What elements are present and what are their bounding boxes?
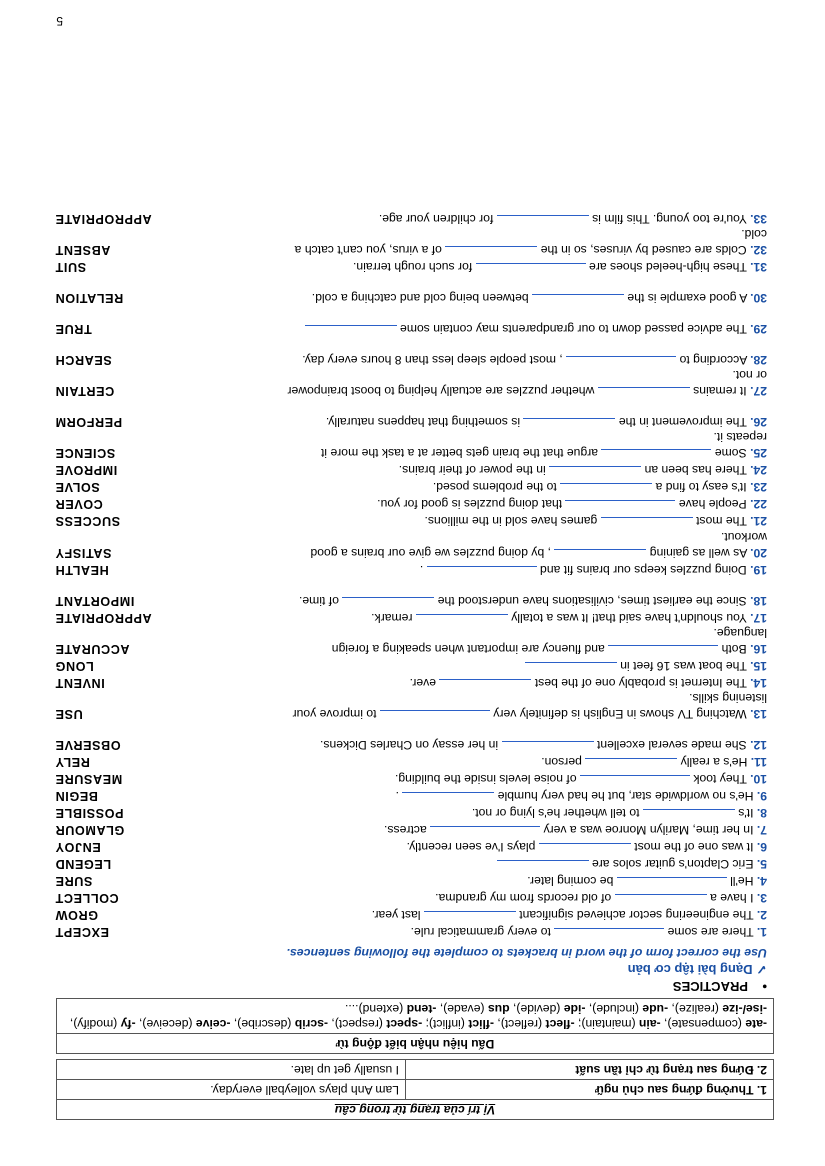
question-number: 29. [750, 322, 767, 336]
practices-heading-text: PRACTICES [672, 979, 748, 994]
word-in-brackets: COLLECT [55, 891, 119, 905]
question-text-after: ever. [409, 676, 437, 690]
question-text-before: They took [693, 772, 747, 786]
word-in-brackets: LEGEND [55, 857, 112, 871]
question-item [282, 352, 767, 368]
verb-suffix: -ain [638, 1017, 661, 1031]
question-number: 33. [750, 212, 767, 226]
question-text-before: There has been an [644, 463, 747, 477]
question-text-after: to tell whether he's lying or not. [471, 806, 640, 820]
question-text-before: The improvement in the [618, 415, 747, 429]
question-number: 8. [756, 806, 767, 820]
practices-subheading: ✓ Dạng bài tập cơ bản [627, 962, 767, 977]
question-item [282, 805, 767, 821]
question-text-after: remark. [371, 611, 413, 625]
answer-blank[interactable] [643, 809, 735, 820]
question-text-before: Some [714, 446, 747, 460]
word-in-brackets: RELY [55, 755, 90, 769]
question-text-before: The Internet is probably one of the best [534, 676, 747, 690]
question-item [282, 788, 767, 804]
verb-suffix-example: (inflict); [425, 1017, 465, 1031]
question-text-after: argue that the brain gets better at a task the more it repeats it. [320, 430, 767, 460]
question-text-before: It remains [693, 384, 747, 398]
word-in-brackets: SOLVE [55, 480, 100, 494]
question-number: 2. [756, 908, 767, 922]
question-item [282, 873, 767, 889]
word-in-brackets: HEALTH [55, 563, 109, 577]
verb-signs-table [56, 998, 774, 1054]
question-text-after: to improve your listening skills. [292, 691, 767, 721]
question-text-after: . [395, 789, 399, 803]
verb-suffix: -ise/-ize [722, 1002, 767, 1016]
practices-instruction: Use the correct form of the word in brackets to complete the following sentences. [286, 946, 767, 960]
question-text-after: and fluency are important when speaking a foreign language. [331, 626, 767, 656]
question-number: 27. [750, 384, 767, 398]
verb-suffix: -flict [468, 1017, 494, 1031]
table-cell-label: 2. Đứng sau trạng từ chỉ tần suất [406, 1060, 774, 1080]
question-text-before: Doing puzzles keeps our brains fit and [540, 563, 747, 577]
verb-suffix: -ude [642, 1002, 669, 1016]
question-item [282, 822, 767, 838]
answer-blank[interactable] [416, 614, 508, 625]
question-number: 1. [756, 925, 767, 939]
question-number: 17. [750, 611, 767, 625]
verb-suffix: -spect [386, 1017, 423, 1031]
word-in-brackets: TRUE [55, 322, 92, 336]
word-in-brackets: GROW [55, 908, 98, 922]
answer-blank[interactable] [615, 894, 707, 905]
question-number: 30. [750, 291, 767, 305]
question-item [282, 496, 767, 512]
word-in-brackets: SURE [55, 874, 93, 888]
word-in-brackets: ABSENT [55, 243, 111, 257]
question-text-before: He's a really [680, 755, 748, 769]
answer-blank[interactable] [439, 679, 531, 690]
answer-blank[interactable] [445, 246, 537, 257]
question-text-after: to the problems posed. [432, 480, 557, 494]
question-text-before: People have [678, 497, 747, 511]
verb-suffix-example: (devide), [512, 1002, 561, 1016]
table-row [57, 1080, 774, 1100]
question-number: 22. [750, 497, 767, 511]
question-text-after: of noise levels inside the building. [394, 772, 577, 786]
answer-blank[interactable] [617, 877, 727, 888]
question-text-before: I have a [710, 891, 754, 905]
page-number: 5 [56, 14, 63, 28]
question-number: 24. [750, 463, 767, 477]
word-in-brackets: OBSERVE [55, 738, 121, 752]
answer-blank[interactable] [549, 466, 641, 477]
question-text-after: to every grammatical rule. [410, 925, 551, 939]
answer-blank[interactable] [601, 517, 693, 528]
practices-heading: • PRACTICES [672, 979, 767, 994]
question-item [282, 513, 767, 529]
question-text-after: . [419, 563, 424, 577]
word-in-brackets: ACCURATE [55, 642, 130, 656]
question-number: 12. [750, 738, 767, 752]
question-item [282, 414, 767, 430]
verb-suffix: -scrib [294, 1017, 329, 1031]
question-number: 32. [750, 243, 767, 257]
verb-suffix-list [57, 999, 774, 1034]
word-in-brackets: PERFORM [55, 415, 123, 429]
question-text-before: Since the earliest times, civilisations have understood the [437, 594, 747, 608]
answer-blank[interactable] [502, 741, 594, 752]
question-number: 9. [756, 789, 767, 803]
question-number: 13. [750, 707, 767, 721]
question-item [282, 529, 767, 560]
question-text-after: is something that happens naturally. [325, 415, 521, 429]
question-item [282, 367, 767, 398]
question-item [282, 562, 767, 578]
question-text-before: The boat was 16 feet in [620, 659, 747, 673]
answer-blank[interactable] [560, 483, 652, 494]
question-item [282, 690, 767, 721]
question-text-before: Colds are caused by viruses, so in the [540, 243, 747, 257]
verb-suffix-example: (describe), [233, 1017, 292, 1031]
answer-blank[interactable] [539, 843, 631, 854]
question-item [282, 771, 767, 787]
question-number: 21. [750, 514, 767, 528]
question-item [282, 839, 767, 855]
table-cell-example: Lam Anh plays volleyball everyday. [57, 1080, 406, 1100]
answer-blank[interactable] [342, 597, 434, 608]
word-in-brackets: SUIT [55, 260, 87, 274]
question-number: 18. [750, 594, 767, 608]
question-text-before: The advice passed down to our grandparents may contain some [400, 322, 747, 336]
question-text-before: These high-heeled shoes are [589, 260, 747, 274]
verb-suffix: -ate [745, 1017, 767, 1031]
word-in-brackets: EXCEPT [55, 925, 109, 939]
question-text-after: person. [541, 755, 582, 769]
question-number: 28. [750, 353, 767, 367]
verb-suffix: -fy [120, 1017, 136, 1031]
question-text-after: whether puzzles are actually helping to boost brainpower or not. [287, 368, 767, 398]
answer-blank[interactable] [427, 566, 537, 577]
question-number: 19. [750, 563, 767, 577]
verb-suffix: dus [487, 1002, 510, 1016]
answer-blank[interactable] [598, 387, 690, 398]
question-item [282, 658, 767, 674]
question-text-before: Eric Clapton's guitar solos are [591, 857, 754, 871]
verb-suffix: -tend [406, 1002, 437, 1016]
word-in-brackets: CERTAIN [55, 384, 115, 398]
question-text-before: According to [679, 353, 748, 367]
question-text-after: be coming later. [527, 874, 614, 888]
verb-suffix-example: (compensate), [664, 1017, 742, 1031]
table-row [57, 1060, 774, 1080]
question-text-after: of old records from my grandma. [435, 891, 612, 905]
question-number: 7. [756, 823, 767, 837]
word-in-brackets: USE [55, 707, 83, 721]
answer-blank[interactable] [497, 215, 589, 226]
word-in-brackets: APPROPRIATE [55, 212, 152, 226]
question-text-after: actress. [384, 823, 427, 837]
question-text-after: last year. [371, 908, 421, 922]
question-item [282, 856, 767, 872]
verb-suffix: -flect [545, 1017, 575, 1031]
verb-suffix-example: (realize), [671, 1002, 719, 1016]
verb-suffix-example: (deceive), [138, 1017, 193, 1031]
answer-blank[interactable] [608, 645, 718, 656]
answer-blank[interactable] [566, 500, 676, 511]
word-in-brackets: MEASURE [55, 772, 123, 786]
answer-blank[interactable] [476, 263, 586, 274]
question-number: 31. [750, 260, 767, 274]
question-item [282, 675, 767, 691]
answer-blank[interactable] [554, 928, 664, 939]
question-text-after: for children your age. [378, 212, 494, 226]
answer-blank[interactable] [424, 911, 516, 922]
question-item [282, 211, 767, 227]
word-in-brackets: IMPROVE [55, 463, 118, 477]
answer-blank[interactable] [402, 792, 494, 803]
question-text-before: It was one of the most [634, 840, 754, 854]
answer-blank[interactable] [566, 356, 676, 367]
word-in-brackets: IMPORTANT [55, 594, 135, 608]
question-text-before: The most [696, 514, 747, 528]
question-text-after: , by doing puzzles we give our brains a good workout. [310, 530, 767, 560]
verb-signs-header: Dấu hiệu nhận biết động từ [57, 1034, 774, 1054]
answer-blank[interactable] [380, 710, 490, 721]
answer-blank[interactable] [523, 418, 615, 429]
answer-blank[interactable] [554, 549, 646, 560]
word-in-brackets: COVER [55, 497, 103, 511]
question-text-after: in the power of their brains. [398, 463, 546, 477]
word-in-brackets: INVENT [55, 676, 105, 690]
question-text-before: As well as gaining [649, 546, 748, 560]
question-item [282, 907, 767, 923]
question-number: 11. [750, 755, 767, 769]
question-text-after: , most people sleep less than 8 hours every day. [302, 353, 563, 367]
question-number: 3. [756, 891, 767, 905]
question-number: 16. [750, 642, 767, 656]
word-in-brackets: BEGIN [55, 789, 98, 803]
verb-suffix-example: (modify), [69, 1017, 118, 1031]
question-item [282, 754, 767, 770]
question-text-before: In her time, Marilyn Monroe was a very [543, 823, 754, 837]
question-text-after: for such rough terrain. [352, 260, 473, 274]
question-number: 14. [750, 676, 767, 690]
verb-suffix-example: (evade), [439, 1002, 485, 1016]
table-cell-label: 1. Thường đứng sau chủ ngữ [406, 1080, 774, 1100]
question-number: 23. [750, 480, 767, 494]
answer-blank[interactable] [305, 325, 397, 336]
question-text-before: You shouldn't have said that! It was a totally [511, 611, 747, 625]
word-in-brackets: POSSIBLE [55, 806, 124, 820]
question-number: 10. [750, 772, 767, 786]
question-text-before: Both [721, 642, 747, 656]
question-item [282, 462, 767, 478]
question-number: 5. [756, 857, 767, 871]
question-text-after: in her essay on Charles Dickens. [319, 738, 499, 752]
question-text-before: It's [738, 806, 754, 820]
question-text-after: games have sold in the millions. [424, 514, 598, 528]
question-item [282, 625, 767, 656]
verb-suffix-example: (extend).... [344, 1002, 404, 1016]
answer-blank[interactable] [580, 775, 690, 786]
question-text-before: It's easy to find a [655, 480, 747, 494]
question-text-after: between being cold and catching a cold. [311, 291, 529, 305]
question-number: 26. [750, 415, 767, 429]
verb-suffix: -ceive [195, 1017, 231, 1031]
word-in-brackets: SCIENCE [55, 446, 116, 460]
question-number: 25. [750, 446, 767, 460]
word-in-brackets: LONG [55, 659, 94, 673]
question-text-before: He's no worldwide star, but he had very humble [497, 789, 754, 803]
question-item [282, 593, 767, 609]
question-text-before: Watching TV shows in English is definitely very [493, 707, 747, 721]
practices-subheading-text: Dạng bài tập cơ bản [627, 962, 753, 977]
answer-blank[interactable] [532, 294, 624, 305]
table-cell-example: I usually get up late. [57, 1060, 406, 1080]
word-in-brackets: ENJOY [55, 840, 101, 854]
question-text-before: She made several excellent [596, 738, 747, 752]
answer-blank[interactable] [601, 449, 711, 460]
answer-blank[interactable] [430, 826, 540, 837]
verb-suffix-example: (include), [588, 1002, 639, 1016]
word-in-brackets: SEARCH [55, 353, 112, 367]
question-text-after: that doing puzzles is good for you. [377, 497, 563, 511]
question-text-before: There are some [667, 925, 754, 939]
question-item [282, 321, 767, 337]
question-item [282, 479, 767, 495]
answer-blank[interactable] [585, 758, 677, 769]
question-text-before: A good example is the [627, 291, 748, 305]
question-item [282, 890, 767, 906]
word-in-brackets: RELATION [55, 291, 124, 305]
question-text-after: plays I've seen recently. [406, 840, 536, 854]
question-number: 4. [756, 874, 767, 888]
word-in-brackets: APPROPRIATE [55, 611, 152, 625]
verb-suffix-example: (maintain); [577, 1017, 636, 1031]
question-item [282, 226, 767, 257]
question-number: 15. [750, 659, 767, 673]
question-item [282, 429, 767, 460]
question-text-before: You're too young. This film is [592, 212, 747, 226]
question-item [282, 259, 767, 275]
verb-suffix-example: (reflect), [497, 1017, 543, 1031]
word-in-brackets: SATISFY [55, 546, 112, 560]
question-item [282, 610, 767, 626]
question-text-before: The engineering sector achieved significant [519, 908, 754, 922]
question-item [282, 290, 767, 306]
question-text-after: of a virus, you can't catch a cold. [294, 227, 767, 257]
verb-suffix: -ide [563, 1002, 586, 1016]
word-in-brackets: GLAMOUR [55, 823, 125, 837]
answer-blank[interactable] [525, 662, 617, 673]
question-number: 6. [756, 840, 767, 854]
adverb-position-table [56, 1059, 774, 1120]
answer-blank[interactable] [497, 860, 589, 871]
question-item [282, 924, 767, 940]
question-item [282, 737, 767, 753]
question-number: 20. [750, 546, 767, 560]
verb-suffix-example: (respect), [331, 1017, 383, 1031]
question-text-before: He'll [730, 874, 754, 888]
word-in-brackets: SUCCESS [55, 514, 121, 528]
question-text-after: of time. [298, 594, 339, 608]
table-title: Vị trí của trạng từ trong câu [57, 1100, 774, 1120]
